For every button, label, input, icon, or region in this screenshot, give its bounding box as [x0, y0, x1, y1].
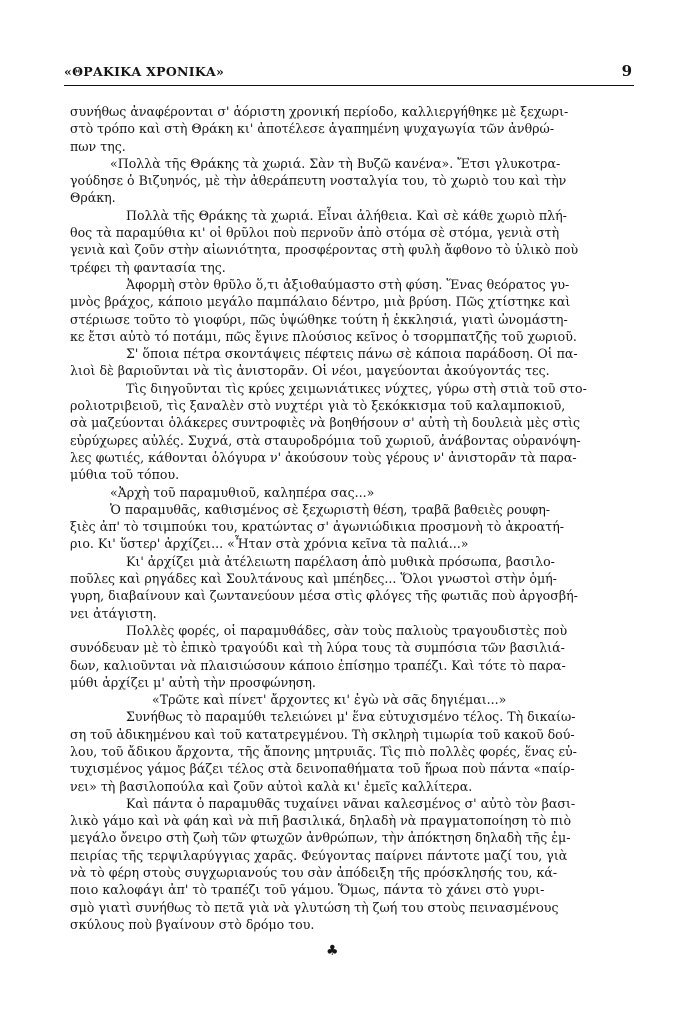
text-line: ξιὲς ἀπ' τὸ τσιμπούκι του, κρατώντας σ' ἀγωνιώδικια προσμονὴ τὸ ἀκροατή-: [70, 519, 564, 535]
text-line: λες φωτιές, κάθονται ὁλόγυρα ν' ἀκούσουν τοὺς γέρους ν' ἀνιστορᾶν τὰ παρα-: [70, 449, 577, 465]
text-line: γυρη, διαβαίνουν καὶ ζωντανεύουν μέσα στὶς φλόγες τῆς φωτιᾶς ποὺ ἀργοσβή-: [70, 588, 578, 604]
text-line: δων, καλιοῦνται νὰ πλαισιώσουν κάποιο ἐπίσημο τραπέζι. Καὶ τότε τὸ παρα-: [70, 657, 566, 673]
text-line: τρέφει τὴ φαντασία της.: [70, 259, 226, 275]
text-line: σκύλους ποὺ βγαίνουν στὸ δρόμο του.: [70, 916, 315, 932]
text-line: συνόδευαν μὲ τὸ ἐπικὸ τραγούδι καὶ τὴ λύρα τους τὰ συμπόσια τῶν βασιλιά-: [70, 640, 565, 656]
text-line: Πολλὰ τῆς Θράκης τὰ χωριά. Εἶναι ἀλήθεια. Καὶ σὲ κάθε χωριὸ πλή-: [126, 207, 567, 223]
text-line: ση τοῦ ἀδικημένου καὶ τοῦ κατατρεγμένου. Τὴ σκληρὴ τιμωρία τοῦ κακοῦ δού-: [70, 726, 575, 742]
text-line: Καὶ πάντα ὁ παραμυθᾶς τυχαίνει νᾶναι καλεσμένος σ' αὐτὸ τὸν βασι-: [126, 795, 576, 811]
text-line: «Πολλὰ τῆς Θράκης τὰ χωριά. Σὰν τὴ Βυζῶ κανένα». Ἔτσι γλυκοτρα-: [110, 155, 561, 171]
text-line: λου, τοῦ ἄδικου ἄρχοντα, τῆς ἄπονης μητρυιᾶς. Τὶς πιὸ πολλὲς φορές, ἕνας εὐ-: [70, 743, 577, 759]
text-line: νὰ τὸ φέρη στοὺς συγχωριανούς του σὰν ἀπόδειξη τῆς πρόσκλησής του, κά-: [70, 865, 558, 881]
journal-title: «ΘΡΑΚΙΚΑ ΧΡΟΝΙΚΑ»: [64, 64, 225, 79]
text-line: ριο. Κι' ὕστερ' ἀρχίζει... «Ἦταν στὰ χρόνια κεῖνα τὰ παλιά...»: [70, 536, 469, 552]
text-line: μεγάλο ὄνειρο στὴ ζωὴ τῶν φτωχῶν ἀνθρώπων, τὴν ἀπόκτηση δηλαδὴ τῆς ἐμ-: [70, 830, 571, 846]
fleuron-icon: ♣: [326, 943, 339, 959]
text-line: γενιὰ καὶ ζοῦν στὴν αἰωνιότητα, προσφέροντας στὴ φυλὴ ἄφθονο τὸ ὑλικὸ ποὺ: [70, 242, 579, 258]
text-line: Θράκη.: [70, 190, 116, 206]
text-line: πων της.: [70, 138, 126, 154]
article-body: [70, 103, 630, 933]
text-line: Κι' ἀρχίζει μιὰ ἀτέλειωτη παρέλαση ἀπὸ μυθικὰ πρόσωπα, βασιλο-: [126, 553, 555, 569]
text-line: μύθια τοῦ τόπου.: [70, 467, 180, 483]
text-line: κε ἔτσι αὐτὸ τό ποτάμι, πῶς ἔγινε πλούσιος κεῖνος ὁ τσορμπατζῆς τοῦ χωριοῦ.: [70, 328, 577, 344]
header-rule: [64, 85, 634, 86]
text-line: εὐρύχωρες αὐλές. Συχνά, στὰ σταυροδρόμια τοῦ χωριοῦ, ἀνάβοντας οὐρανόψη-: [70, 432, 581, 448]
text-line: μύθι ἀρχίζει μ' αὐτὴ τὴν προσφώνηση.: [70, 674, 316, 690]
text-line: στέριωσε τοῦτο τὸ γιοφύρι, πῶς ὑψώθηκε τούτη ἡ ἐκκλησιά, γιατὶ ὠνομάστη-: [70, 311, 568, 327]
text-line: ρολιοτριβειοῦ, τὶς ξαναλὲν στὸ νυχτέρι γιὰ τὸ ξεκόκκισμα τοῦ καλαμποκιοῦ,: [70, 398, 566, 414]
text-line: πειρίας τῆς τερψιλαρύγγιας χαρᾶς. Φεύγοντας παίρνει πάντοτε μαζί του, γιὰ: [70, 847, 568, 863]
text-line: σὰ μαζεύονται ὁλάκερες συντροφιὲς νὰ βοηθήσουν σ' αὐτὴ τὴ δουλειὰ μὲς στὶς: [70, 415, 581, 431]
text-line: Ἀφορμὴ στὸν θρῦλο ὅ,τι ἀξιοθαύμαστο στὴ φύση. Ἕνας θεόρατος γυ-: [126, 276, 570, 292]
text-line: θος τὰ παραμύθια κι' οἱ θρῦλοι ποὺ περνοῦν ἀπὸ στόμα σὲ στόμα, γενιὰ στὴ: [70, 225, 560, 241]
text-line: Σ' ὅποια πέτρα σκοντάψεις πέφτεις πάνω σὲ κάποια παράδοση. Οἱ πα-: [126, 346, 578, 362]
text-line: μνὸς βράχος, κάποιο μεγάλο παμπάλαιο δέντρο, μιὰ βρύση. Πῶς χτίστηκε καὶ: [70, 294, 571, 310]
text-line: τυχισμένος γάμος βάζει τέλος στὰ δεινοπαθήματα τοῦ ἥρωα ποὺ πάντα «παίρ-: [70, 761, 575, 777]
text-line: «Τρῶτε καὶ πίνετ' ἄρχοντες κι' ἐγὼ νὰ σᾶς δηγιέμαι...»: [152, 692, 507, 708]
text-line: «Ἀρχὴ τοῦ παραμυθιοῦ, καληπέρα σας...»: [110, 484, 375, 500]
text-line: λιοὶ δὲ βαριοῦνται νὰ τὶς ἀνιστορᾶν. Οἱ νέοι, μαγεύονται ἀκούγοντάς τες.: [70, 363, 550, 379]
text-line: νει ἀτάγιστη.: [70, 605, 157, 621]
text-line: Τὶς διηγοῦνται τὶς κρύες χειμωνιάτικες νύχτες, γύρω στὴ στιὰ τοῦ στο-: [126, 380, 587, 396]
text-line: Ὁ παραμυθᾶς, καθισμένος σὲ ξεχωριστὴ θέση, τραβᾶ βαθειὲς ρουφη-: [110, 501, 550, 517]
text-line: στὸ τρόπο καὶ στὴ Θράκη κι' ἀποτέλεσε ἀγαπημένη ψυχαγωγία τῶν ἀνθρώ-: [70, 121, 555, 137]
text-line: σμὸ γιατὶ συνήθως τὸ πετᾶ γιὰ νὰ γλυτώση τὴ ζωή του στοὺς πεινασμένους: [70, 899, 559, 915]
text-line: ποῦλες καὶ ρηγάδες καὶ Σουλτάνους καὶ μπέηδες... Ὅλοι γνωστοὶ στὴν ὁμή-: [70, 571, 557, 587]
text-line: συνήθως ἀναφέρονται σ' ἀόριστη χρονική περίοδο, καλλιεργήθηκε μὲ ξεχωρι-: [70, 104, 569, 119]
text-line: γούδησε ὁ Βιζυηνός, μὲ τὴν ἀθεράπευτη νοσταλγία του, τὸ χωριὸ του καὶ τὴν: [70, 173, 567, 189]
running-header: [64, 62, 632, 84]
page-number: 9: [621, 62, 632, 80]
text-line: Συνήθως τὸ παραμύθι τελειώνει μ' ἕνα εὐτυχισμένο τέλος. Τὴ δικαίω-: [126, 709, 576, 725]
text-line: ποιο καλοφάγι ἀπ' τὸ τραπέζι τοῦ γάμου. Ὅμως, πάντα τὸ χάνει στὸ γυρι-: [70, 882, 545, 898]
text-line: Πολλὲς φορές, οἱ παραμυθάδες, σὰν τοὺς παλιοὺς τραγουδιστὲς ποὺ: [126, 622, 568, 638]
text-line: λικὸ γάμο καὶ νὰ φάη καὶ νὰ πιῆ βασιλικά, δηλαδὴ νὰ πραγματοποίηση τὸ πιὸ: [70, 813, 572, 829]
text-line: νει» τὴ βασιλοπούλα καὶ ζοῦν αὐτοὶ καλὰ κι' ἐμεῖς καλλίτερα.: [70, 778, 473, 794]
